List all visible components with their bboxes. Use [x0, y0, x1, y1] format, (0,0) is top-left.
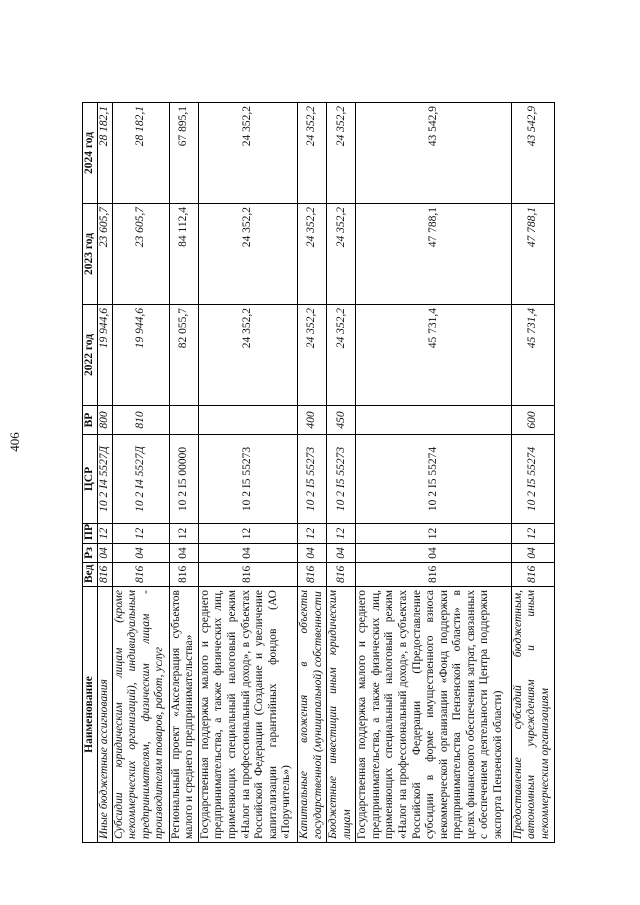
header-2024: 2024 год — [83, 103, 98, 204]
cell-2022: 24 352,2 — [198, 305, 297, 406]
cell-2022: 19 944,6 — [112, 305, 169, 406]
cell-vr — [356, 406, 511, 435]
cell-csr: 10 2 I5 55273 — [198, 435, 297, 524]
table-row — [356, 103, 511, 843]
table-row — [327, 103, 356, 843]
cell-2024: 28 182,1 — [112, 103, 169, 204]
cell-2024: 24 352,2 — [298, 103, 327, 204]
header-rz: Рз — [83, 544, 98, 563]
page-number: 406 — [7, 432, 22, 452]
cell-vr: 810 — [112, 406, 169, 435]
cell-vr: 800 — [97, 406, 112, 435]
cell-rz: 04 — [511, 544, 554, 563]
cell-vr — [198, 406, 297, 435]
header-2023: 2023 год — [83, 204, 98, 305]
header-ved: Вед — [83, 563, 98, 587]
cell-name: Иные бюджетные ассигнования — [97, 587, 112, 843]
cell-2023: 47 788,1 — [356, 204, 511, 305]
cell-rz: 04 — [169, 544, 198, 563]
cell-vr: 400 — [298, 406, 327, 435]
cell-ved: 816 — [511, 563, 554, 587]
cell-pr: 12 — [298, 524, 327, 544]
header-csr: ЦСР — [83, 435, 98, 524]
cell-pr: 12 — [356, 524, 511, 544]
cell-ved: 816 — [97, 563, 112, 587]
header-name: Наименование — [83, 587, 98, 843]
cell-pr: 12 — [112, 524, 169, 544]
table-header-row — [83, 103, 98, 843]
cell-name: Капитальные вложения в объекты государственной (муниципальной) собственности — [298, 587, 327, 843]
table-row — [198, 103, 297, 843]
cell-vr — [169, 406, 198, 435]
cell-csr: 10 2 I5 55273 — [327, 435, 356, 524]
cell-pr: 12 — [198, 524, 297, 544]
cell-csr: 10 2 I4 5527Д — [97, 435, 112, 524]
table-row — [97, 103, 112, 843]
cell-csr: 10 2 I5 55274 — [356, 435, 511, 524]
cell-vr: 600 — [511, 406, 554, 435]
table-body — [97, 103, 554, 843]
cell-2023: 24 352,2 — [198, 204, 297, 305]
cell-csr: 10 2 I4 5527Д — [112, 435, 169, 524]
cell-2023: 47 788,1 — [511, 204, 554, 305]
cell-2022: 45 731,4 — [356, 305, 511, 406]
table-row — [511, 103, 554, 843]
cell-2024: 28 182,1 — [97, 103, 112, 204]
cell-2024: 24 352,2 — [198, 103, 297, 204]
cell-2022: 24 352,2 — [298, 305, 327, 406]
cell-2022: 24 352,2 — [327, 305, 356, 406]
budget-table — [82, 102, 555, 843]
cell-name: Предоставление субсидий бюджетным, автономным учреждениям и иным некоммерческим организациям — [511, 587, 554, 843]
cell-ved: 816 — [356, 563, 511, 587]
cell-2023: 23 605,7 — [97, 204, 112, 305]
cell-name: Бюджетные инвестиции иным юридическим лицам — [327, 587, 356, 843]
table-row — [112, 103, 169, 843]
budget-table-container — [82, 103, 555, 843]
cell-rz: 04 — [356, 544, 511, 563]
cell-2024: 67 895,1 — [169, 103, 198, 204]
cell-rz: 04 — [298, 544, 327, 563]
cell-2024: 43 542,9 — [356, 103, 511, 204]
cell-2024: 43 542,9 — [511, 103, 554, 204]
cell-rz: 04 — [198, 544, 297, 563]
header-pr: ПР — [83, 524, 98, 544]
cell-2022: 19 944,6 — [97, 305, 112, 406]
cell-pr: 12 — [511, 524, 554, 544]
cell-2023: 23 605,7 — [112, 204, 169, 305]
header-2022: 2022 год — [83, 305, 98, 406]
cell-ved: 816 — [298, 563, 327, 587]
cell-rz: 04 — [112, 544, 169, 563]
cell-2023: 24 352,2 — [327, 204, 356, 305]
header-vr: ВР — [83, 406, 98, 435]
cell-2023: 84 112,4 — [169, 204, 198, 305]
table-row — [169, 103, 198, 843]
cell-2022: 45 731,4 — [511, 305, 554, 406]
cell-ved: 816 — [327, 563, 356, 587]
cell-pr: 12 — [169, 524, 198, 544]
cell-pr: 12 — [97, 524, 112, 544]
cell-2024: 24 352,2 — [327, 103, 356, 204]
cell-ved: 816 — [169, 563, 198, 587]
cell-2023: 24 352,2 — [298, 204, 327, 305]
cell-pr: 12 — [327, 524, 356, 544]
cell-csr: 10 2 I5 55273 — [298, 435, 327, 524]
cell-name: Государственная поддержка малого и среднего предпринимательства, а также физических лиц, применяющих специальный налоговый режим «Налог на профессиональный доход», в субъектах Российской Федерации (Создание и увеличение капитализации гарантийных фондов (АО «Поручитель») — [198, 587, 297, 843]
cell-csr: 10 2 I5 55274 — [511, 435, 554, 524]
cell-ved: 816 — [112, 563, 169, 587]
cell-name: Региональный проект «Акселерация субъектов малого и среднего предпринимательства» — [169, 587, 198, 843]
cell-csr: 10 2 I5 00000 — [169, 435, 198, 524]
cell-2022: 82 055,7 — [169, 305, 198, 406]
cell-name: Субсидии юридическим лицам (кроме некоммерческих организаций), индивидуальным предпринимателям, физическим лицам - производителям товаров, работ, услуг — [112, 587, 169, 843]
cell-ved: 816 — [198, 563, 297, 587]
cell-rz: 04 — [327, 544, 356, 563]
cell-rz: 04 — [97, 544, 112, 563]
table-row — [298, 103, 327, 843]
cell-vr: 450 — [327, 406, 356, 435]
cell-name: Государственная поддержка малого и среднего предпринимательства, а также физических лиц, применяющих специальный налоговый режим «Налог на профессиональный доход», в субъектах Российской Федерации (Предоставление субсидии в форме имущественного взноса некоммерческой организации «Фонд поддержки предпринимательства Пензенской области» в целях финансового обеспечения затрат, связанных с обеспечением деятельности Центра поддержки экспорта Пензенской области) — [356, 587, 511, 843]
